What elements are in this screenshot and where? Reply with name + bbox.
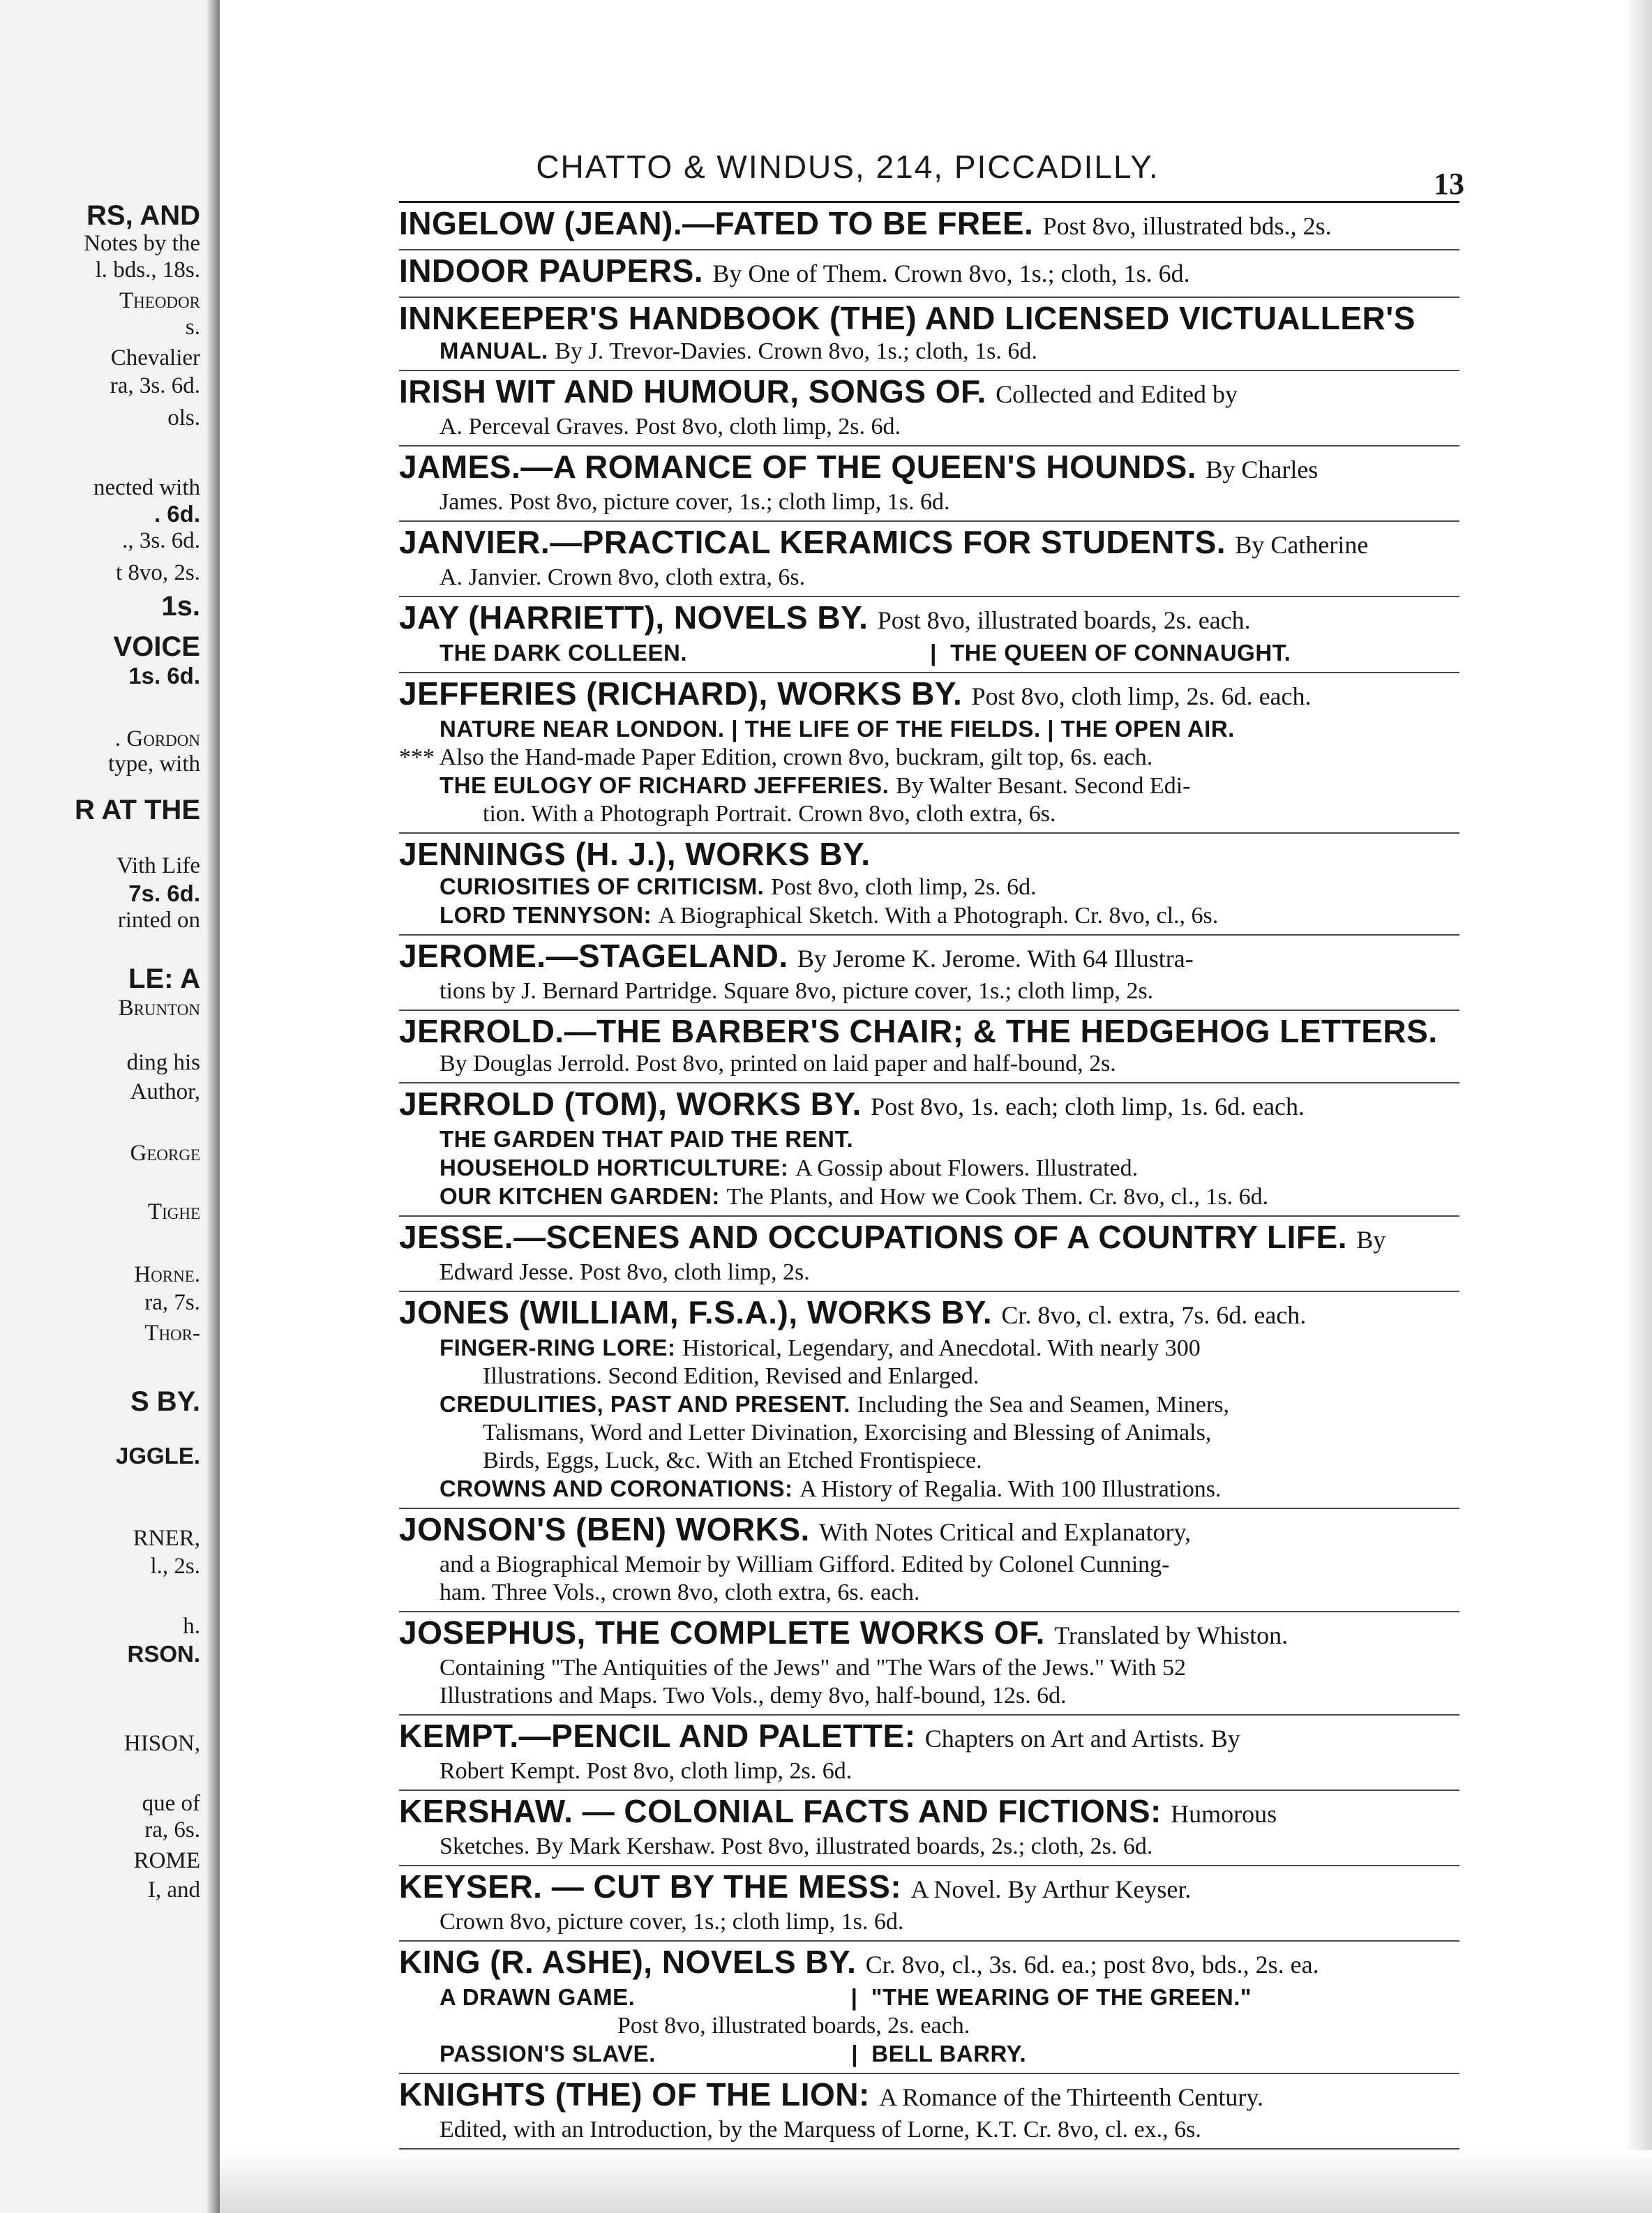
- facing-page-fragment: rinted on: [117, 908, 200, 933]
- entry-heading: [399, 1012, 1459, 1050]
- facing-page-fragment: Thor-: [144, 1321, 200, 1346]
- catalogue-entry: [399, 1292, 1459, 1509]
- description-text: Post 8vo, illustrated boards, 2s. each.: [440, 2013, 970, 2039]
- entry-line: [399, 873, 1459, 901]
- description-text: By One of Them. Crown 8vo, 1s.; cloth, 1s. 6d.: [712, 260, 1190, 287]
- facing-page-fragment: Vith Life: [117, 853, 200, 878]
- catalogue-entry: [399, 1612, 1459, 1716]
- description-text: Collected and Edited by: [996, 380, 1238, 408]
- entry-line: [399, 1579, 1459, 1607]
- title-text: CROWNS AND CORONATIONS:: [440, 1476, 800, 1501]
- description-text: By: [1356, 1226, 1386, 1254]
- heading-text: JANVIER.—PRACTICAL KERAMICS FOR STUDENTS.: [399, 524, 1236, 560]
- facing-page-fragment: LE: A: [128, 963, 200, 994]
- title-text: OUR KITCHEN GARDEN:: [440, 1183, 727, 1209]
- description-text: Post 8vo, illustrated boards, 2s. each.: [877, 606, 1251, 634]
- title-text: HOUSEHOLD HORTICULTURE:: [440, 1155, 796, 1180]
- facing-page-fragment: Author,: [130, 1079, 200, 1104]
- page-number: 13: [1434, 167, 1464, 201]
- entry-heading: [399, 299, 1459, 337]
- entry-line: [399, 413, 1459, 441]
- entry-line: [399, 564, 1459, 592]
- catalogue-entry: [399, 1791, 1459, 1866]
- entry-heading: [399, 1943, 1459, 1983]
- heading-text: JERROLD.—THE BARBER'S CHAIR; & THE HEDGEHOG LETTERS.: [399, 1013, 1438, 1049]
- facing-page-fragment: HISON,: [123, 1731, 200, 1756]
- description-text: Containing "The Antiquities of the Jews" and "The Wars of the Jews." With 52: [440, 1655, 1187, 1681]
- heading-text: JONSON'S (BEN) WORKS.: [399, 1511, 820, 1547]
- entry-line: [399, 1757, 1459, 1785]
- heading-text: INDOOR PAUPERS.: [399, 253, 713, 289]
- title-text: PASSION'S SLAVE. | BELL BARRY.: [440, 2041, 1027, 2066]
- facing-page-fragment: ROME: [133, 1848, 200, 1873]
- facing-page-edge: [0, 0, 220, 2213]
- facing-page-fragment: que of: [142, 1791, 200, 1816]
- description-text: By Charles: [1206, 456, 1319, 483]
- description-text: Illustrations. Second Edition, Revised and Enlarged.: [483, 1363, 979, 1389]
- heading-text: INNKEEPER'S HANDBOOK (THE) AND LICENSED VICTUALLER'S: [399, 300, 1416, 336]
- title-text: THE GARDEN THAT PAID THE RENT.: [440, 1126, 854, 1152]
- description-text: A Biographical Sketch. With a Photograph. Cr. 8vo, cl., 6s.: [658, 903, 1219, 929]
- facing-page-fragment: ., 3s. 6d.: [122, 528, 200, 553]
- facing-page-fragment: S BY.: [130, 1386, 200, 1417]
- facing-page-fragment: Notes by the: [84, 231, 200, 256]
- entry-heading: [399, 599, 1459, 639]
- facing-page-fragment: t 8vo, 2s.: [115, 560, 200, 585]
- heading-text: JEROME.—STAGELAND.: [399, 938, 797, 974]
- description-text: and a Biographical Memoir by William Gifford. Edited by Colonel Cunning-: [440, 1552, 1170, 1577]
- entry-line: [399, 2040, 1459, 2069]
- facing-page-fragment: Chevalier: [110, 345, 200, 370]
- facing-page-fragment: ra, 7s.: [144, 1290, 200, 1315]
- entry-line: [399, 488, 1459, 516]
- description-text: Historical, Legendary, and Anecdotal. With nearly 300: [682, 1335, 1201, 1361]
- entry-line: [399, 1908, 1459, 1936]
- description-text: The Plants, and How we Cook Them. Cr. 8vo, cl., 1s. 6d.: [726, 1184, 1269, 1210]
- entry-line: [399, 977, 1459, 1005]
- entry-line: [399, 715, 1459, 744]
- description-text: Post 8vo, cloth limp, 2s. 6d.: [771, 874, 1037, 900]
- catalogue-entry: [399, 936, 1459, 1011]
- description-text: Edward Jesse. Post 8vo, cloth limp, 2s.: [440, 1259, 810, 1285]
- entry-line: [399, 1682, 1459, 1710]
- facing-page-fragment: l. bds., 18s.: [95, 257, 200, 283]
- facing-page-fragment: Brunton: [118, 996, 200, 1021]
- heading-text: KEMPT.—PENCIL AND PALETTE:: [399, 1718, 925, 1754]
- entry-heading: [399, 1293, 1459, 1334]
- description-text: Post 8vo, illustrated bds., 2s.: [1042, 212, 1332, 240]
- description-text: Cr. 8vo, cl., 3s. 6d. ea.; post 8vo, bds., 2s. ea.: [865, 1951, 1319, 1979]
- catalogue-entry: [399, 2074, 1459, 2150]
- heading-text: JERROLD (TOM), WORKS BY.: [399, 1086, 871, 1122]
- description-text: Crown 8vo, picture cover, 1s.; cloth limp, 1s. 6d.: [440, 1909, 904, 1935]
- facing-page-fragment: Theodor: [119, 288, 200, 313]
- catalogue-entry: [399, 1942, 1459, 2074]
- description-text: Talismans, Word and Letter Divination, Exorcising and Blessing of Animals,: [483, 1420, 1212, 1446]
- entry-heading: [399, 373, 1459, 413]
- title-text: CREDULITIES, PAST AND PRESENT.: [440, 1391, 857, 1417]
- entry-heading: [399, 523, 1459, 564]
- title-text: CURIOSITIES OF CRITICISM.: [440, 873, 772, 899]
- facing-page-fragment: 1s.: [161, 591, 200, 622]
- entry-line: [399, 1654, 1459, 1682]
- facing-page-fragment: Tighe: [147, 1199, 200, 1224]
- entry-line: [399, 2116, 1459, 2144]
- entry-heading: [399, 835, 1459, 873]
- entry-heading: [399, 252, 1459, 292]
- entry-heading: [399, 675, 1459, 715]
- description-text: Post 8vo, cloth limp, 2s. 6d. each.: [971, 682, 1312, 710]
- entry-heading: [399, 1868, 1459, 1908]
- description-text: Cr. 8vo, cl. extra, 7s. 6d. each.: [1001, 1301, 1307, 1329]
- entry-line: [399, 1154, 1459, 1183]
- heading-text: KING (R. ASHE), NOVELS BY.: [399, 1944, 866, 1980]
- facing-page-fragment: JGGLE.: [115, 1443, 200, 1469]
- catalogue-entry: [399, 834, 1459, 936]
- description-text: ham. Three Vols., crown 8vo, cloth extra, 6s. each.: [440, 1580, 920, 1605]
- facing-page-fragment: Horne.: [134, 1262, 200, 1287]
- catalogue-column: [399, 201, 1459, 2150]
- entry-line: [399, 1125, 1459, 1154]
- facing-page-fragment: 1s. 6d.: [128, 663, 200, 689]
- description-text: By Jerome K. Jerome. With 64 Illustra-: [797, 945, 1194, 973]
- facing-page-fragment: RNER,: [133, 1526, 200, 1551]
- entry-line: [399, 1259, 1459, 1286]
- description-text: By Walter Besant. Second Edi-: [895, 773, 1191, 799]
- title-text: THE EULOGY OF RICHARD JEFFERIES.: [440, 772, 896, 798]
- description-text: Robert Kempt. Post 8vo, cloth limp, 2s. 6d.: [440, 1758, 853, 1784]
- facing-page-fragment: ols.: [167, 405, 200, 430]
- entry-line: [399, 2012, 1459, 2040]
- entry-line: [399, 1551, 1459, 1579]
- catalogue-entry: [399, 1866, 1459, 1942]
- entry-line: [399, 772, 1459, 800]
- description-text: With Notes Critical and Explanatory,: [819, 1518, 1192, 1546]
- description-text: A Novel. By Arthur Keyser.: [910, 1875, 1192, 1903]
- title-text: A DRAWN GAME. | "THE WEARING OF THE GREEN.": [440, 1984, 1252, 2010]
- entry-heading: [399, 1510, 1459, 1551]
- heading-text: JAY (HARRIETT), NOVELS BY.: [399, 599, 878, 636]
- heading-text: KEYSER. — CUT BY THE MESS:: [399, 1868, 911, 1905]
- description-text: A Romance of the Thirteenth Century.: [879, 2083, 1263, 2111]
- heading-text: JONES (WILLIAM, F.S.A.), WORKS BY.: [399, 1294, 1002, 1330]
- entry-line: [399, 1050, 1459, 1078]
- catalogue-entry: [399, 203, 1459, 250]
- entry-line: [399, 1390, 1459, 1419]
- title-text: FINGER-RING LORE:: [440, 1335, 683, 1360]
- entry-line: [399, 1833, 1459, 1861]
- catalogue-entry: [399, 1716, 1459, 1791]
- page-edge-shadow: [1624, 0, 1652, 2213]
- entry-heading: [399, 1717, 1459, 1757]
- heading-text: INGELOW (JEAN).—FATED TO BE FREE.: [399, 205, 1043, 241]
- facing-page-fragment: ding his: [126, 1050, 200, 1075]
- catalogue-entry: [399, 522, 1459, 597]
- facing-page-fragment: l., 2s.: [150, 1554, 200, 1579]
- heading-text: JESSE.—SCENES AND OCCUPATIONS OF A COUNTRY LIFE.: [399, 1219, 1357, 1255]
- catalogue-entry: [399, 673, 1459, 834]
- catalogue-entry: [399, 1509, 1459, 1612]
- description-text: A History of Regalia. With 100 Illustrations.: [799, 1476, 1222, 1502]
- entry-line: [399, 744, 1459, 772]
- description-text: By Catherine: [1235, 531, 1369, 559]
- page-bottom-shadow: [220, 2150, 1652, 2213]
- entry-line: [399, 337, 1459, 366]
- entry-line: [399, 1475, 1459, 1503]
- entry-heading: [399, 1792, 1459, 1833]
- facing-page-fragment: nected with: [93, 475, 200, 500]
- description-text: tion. With a Photograph Portrait. Crown 8vo, cloth extra, 6s.: [483, 801, 1056, 827]
- facing-page-fragment: 7s. 6d.: [128, 880, 200, 906]
- entry-line: [399, 1983, 1459, 2012]
- running-head: CHATTO & WINDUS, 214, PICCADILLY.: [536, 149, 1159, 185]
- catalogue-entry: [399, 597, 1459, 673]
- description-text: Post 8vo, 1s. each; cloth limp, 1s. 6d. each.: [871, 1093, 1305, 1120]
- title-text: MANUAL.: [440, 338, 555, 363]
- entry-heading: [399, 2076, 1459, 2116]
- catalogue-entry: [399, 1217, 1459, 1292]
- facing-page-fragment: I, and: [147, 1877, 200, 1903]
- description-text: Sketches. By Mark Kershaw. Post 8vo, illustrated boards, 2s.; cloth, 2s. 6d.: [440, 1833, 1153, 1859]
- heading-text: KERSHAW. — COLONIAL FACTS AND FICTIONS:: [399, 1793, 1171, 1829]
- entry-heading: [399, 1085, 1459, 1125]
- facing-page-fragment: ra, 6s.: [144, 1817, 200, 1843]
- facing-page-fragment: R AT THE: [75, 795, 200, 825]
- facing-page-fragment: RS, AND: [87, 200, 200, 231]
- catalogue-entry: [399, 371, 1459, 447]
- heading-text: IRISH WIT AND HUMOUR, SONGS OF.: [399, 373, 996, 410]
- description-text: Illustrations and Maps. Two Vols., demy 8vo, half-bound, 12s. 6d.: [440, 1683, 1067, 1709]
- facing-page-fragment: . 6d.: [153, 501, 200, 527]
- heading-text: JAMES.—A ROMANCE OF THE QUEEN'S HOUNDS.: [399, 449, 1206, 485]
- catalogue-entry: [399, 1083, 1459, 1217]
- entry-line: [399, 1183, 1459, 1211]
- heading-text: JEFFERIES (RICHARD), WORKS BY.: [399, 675, 972, 712]
- catalogue-entry: [399, 447, 1459, 522]
- description-text: Including the Sea and Seamen, Miners,: [857, 1392, 1230, 1418]
- description-text: James. Post 8vo, picture cover, 1s.; cloth limp, 1s. 6d.: [440, 489, 950, 515]
- title-text: THE DARK COLLEEN. | THE QUEEN OF CONNAUGHT.: [440, 640, 1291, 666]
- facing-page-fragment: . Gordon: [114, 726, 200, 751]
- entry-line: [399, 800, 1459, 828]
- facing-page-fragment: George: [130, 1141, 200, 1166]
- description-text: A. Janvier. Crown 8vo, cloth extra, 6s.: [440, 564, 806, 590]
- description-text: Birds, Eggs, Luck, &c. With an Etched Frontispiece.: [483, 1448, 982, 1473]
- facing-page-fragment: type, with: [108, 751, 200, 777]
- facing-page-fragment: ra, 3s. 6d.: [110, 373, 200, 398]
- description-text: Humorous: [1171, 1800, 1277, 1828]
- entry-heading: [399, 448, 1459, 488]
- title-text: NATURE NEAR LONDON. | THE LIFE OF THE FIELDS. | THE OPEN AIR.: [440, 716, 1235, 742]
- facing-page-fragment: VOICE: [113, 631, 200, 662]
- description-text: Edited, with an Introduction, by the Marquess of Lorne, K.T. Cr. 8vo, cl. ex., 6s.: [440, 2117, 1201, 2143]
- description-text: *** Also the Hand-made Paper Edition, crown 8vo, buckram, gilt top, 6s. each.: [399, 744, 1153, 770]
- entry-line: [399, 1419, 1459, 1447]
- catalogue-entry: [399, 250, 1459, 298]
- catalogue-entry: [399, 298, 1459, 371]
- heading-text: JOSEPHUS, THE COMPLETE WORKS OF.: [399, 1614, 1055, 1651]
- entry-heading: [399, 204, 1459, 245]
- facing-page-fragment: RSON.: [127, 1641, 200, 1667]
- description-text: A. Perceval Graves. Post 8vo, cloth limp, 2s. 6d.: [440, 414, 901, 440]
- heading-text: JENNINGS (H. J.), WORKS BY.: [399, 836, 871, 872]
- description-text: Translated by Whiston.: [1054, 1621, 1289, 1649]
- entry-line: [399, 1447, 1459, 1475]
- facing-page-fragment: h.: [183, 1614, 200, 1639]
- catalogue-entry: [399, 1011, 1459, 1083]
- facing-page-fragment: s.: [185, 315, 200, 340]
- description-text: A Gossip about Flowers. Illustrated.: [795, 1155, 1139, 1181]
- entry-heading: [399, 1614, 1459, 1654]
- entry-heading: [399, 937, 1459, 977]
- gutter-shadow: [207, 0, 220, 2213]
- description-text: By Douglas Jerrold. Post 8vo, printed on laid paper and half-bound, 2s.: [440, 1051, 1116, 1077]
- description-text: Chapters on Art and Artists. By: [924, 1725, 1240, 1753]
- entry-heading: [399, 1218, 1459, 1259]
- entry-line: [399, 1363, 1459, 1390]
- entry-line: [399, 1334, 1459, 1363]
- heading-text: KNIGHTS (THE) OF THE LION:: [399, 2076, 880, 2113]
- entry-line: [399, 901, 1459, 930]
- description-text: By J. Trevor-Davies. Crown 8vo, 1s.; cloth, 1s. 6d.: [555, 338, 1037, 364]
- entry-line: [399, 639, 1459, 668]
- title-text: LORD TENNYSON:: [440, 902, 659, 928]
- description-text: tions by J. Bernard Partridge. Square 8vo, picture cover, 1s.; cloth limp, 2s.: [440, 978, 1154, 1004]
